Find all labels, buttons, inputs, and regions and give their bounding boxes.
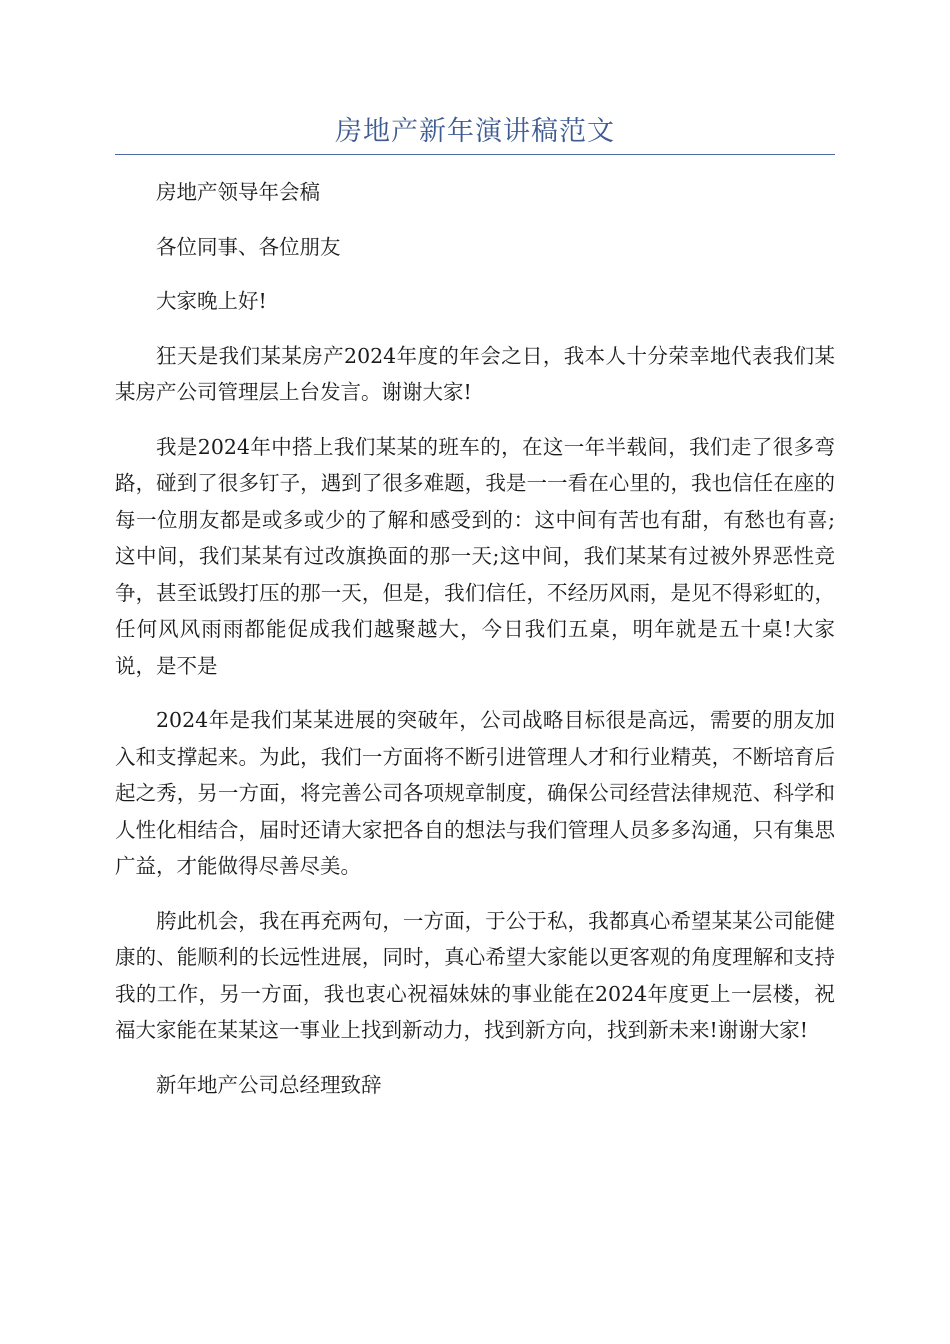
title-underline xyxy=(115,154,835,155)
document-body xyxy=(115,174,835,1121)
paragraph-next-heading: 新年地产公司总经理致辞 xyxy=(156,1072,382,1097)
paragraph-good-evening: 大家晚上好! xyxy=(156,289,267,313)
paragraph-plan: 2024年是我们某某进展的突破年，公司战略目标很是高远，需要的朋友加入和支撑起来。为此，我们一方面将不断引进管理人才和行业精英，不断培育后起之秀，另一方面，将完善公司各项规章制度，确保公司经营法律规范、科学和人性化相结合，届时还请大家把各自的想法与我们管理人员多多沟通，只有集思广益，才能做得尽善尽美。 xyxy=(115,708,835,878)
paragraph-opening: 狂天是我们某某房产2024年度的年会之日，我本人十分荣幸地代表我们某某房产公司管理层上台发言。谢谢大家! xyxy=(115,343,835,404)
paragraph-wishes: 胯此机会，我在再充两句，一方面，于公于私，我都真心希望某某公司能健康的、能顺利的长远性进展，同时，真心希望大家能以更客观的角度理解和支持我的工作，另一方面，我也衷心祝福妹妹的事业能在2024年度更上一层楼，祝福大家能在某某这一事业上找到新动力，找到新方向，找到新未来!谢谢大家! xyxy=(115,908,835,1042)
paragraph-greeting-audience: 各位同事、各位朋友 xyxy=(156,234,341,259)
paragraph-review: 我是2024年中搭上我们某某的班车的，在这一年半载间，我们走了很多弯路，碰到了很多钉子，遇到了很多难题，我是一一看在心里的，我也信任在座的每一位朋友都是或多或少的了解和感受到的：这中间有苦也有甜，有愁也有喜;这中间，我们某某有过改旗换面的那一天;这中间，我们某某有过被外界恶性竞争，甚至诋毁打压的那一天，但是，我们信任，不经历风雨，是见不得彩虹的，任何风风雨雨都能促成我们越聚越大，今日我们五桌，明年就是五十桌!大家说，是不是 xyxy=(115,434,835,678)
paragraph-heading: 房地产领导年会稿 xyxy=(156,180,320,204)
document-title: 房地产新年演讲稿范文 xyxy=(335,116,615,147)
